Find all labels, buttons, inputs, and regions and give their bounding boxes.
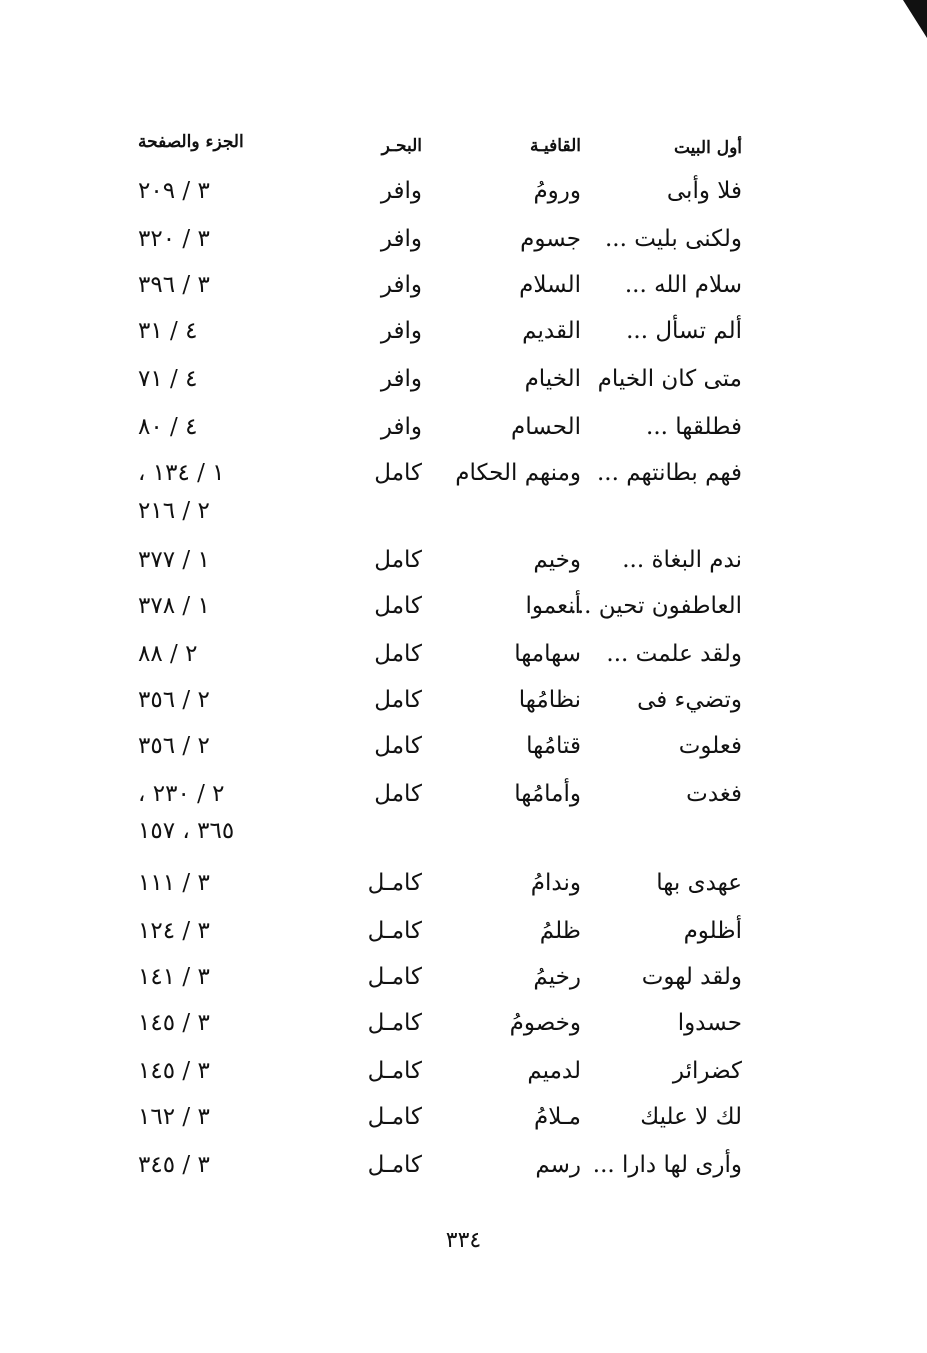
header-meter: البحـر	[381, 136, 422, 156]
meter-text: وافر	[380, 318, 422, 344]
rhyme-text: قتامُها	[526, 733, 581, 759]
meter-text: كامـل	[367, 1010, 422, 1036]
reference-text: ٤ / ٨٠	[138, 414, 198, 440]
page-number: ٣٣٤	[445, 1228, 482, 1253]
verse-text: كضرائر	[672, 1058, 742, 1084]
rhyme-text: مـلامُ	[533, 1104, 581, 1130]
meter-text: كامل	[374, 687, 422, 713]
rhyme-text: وأمامُها	[514, 781, 581, 807]
verse-text: ندم البغاة ...	[622, 547, 742, 573]
verse-text: فلا وأبى	[666, 178, 742, 204]
reference-text: ٢ / ٣٥٦	[138, 733, 210, 759]
meter-text: كامـل	[367, 1104, 422, 1130]
header-verse: أول البيت	[673, 138, 742, 158]
verse-text: فطلقها ...	[646, 414, 742, 440]
verse-text: فعلوت	[678, 733, 742, 759]
rhyme-text: نظامُها	[518, 687, 581, 713]
rhyme-text: وخصومُ	[509, 1010, 581, 1036]
rhyme-text: ورومُ	[533, 178, 581, 204]
meter-text: كامل	[374, 593, 422, 619]
verse-text: فغدت	[686, 781, 742, 807]
verse-text: عهدى بها	[656, 870, 742, 896]
reference-text: ١ / ١٣٤ ،	[138, 460, 225, 486]
meter-text: كامل	[374, 641, 422, 667]
meter-text: كامـل	[367, 964, 422, 990]
verse-text: أظلوم	[683, 918, 742, 944]
reference-text: ٣ / ٣٤٥	[138, 1152, 210, 1178]
meter-text: كامل	[374, 547, 422, 573]
header-rhyme: القافيـة	[529, 136, 581, 156]
rhyme-text: وندامُ	[530, 870, 581, 896]
rhyme-text: جسوم	[520, 226, 581, 252]
verse-text: العاطفون تحين ...	[569, 593, 742, 619]
reference-text: ٣ / ٢٠٩	[138, 178, 210, 204]
meter-text: كامل	[374, 460, 422, 486]
rhyme-text: الحسام	[510, 414, 581, 440]
rhyme-text: سهامها	[514, 641, 581, 667]
verse-text: لك لا عليك	[640, 1104, 742, 1130]
verse-text: وأرى لها دارا ...	[592, 1152, 742, 1178]
verse-text: ولكنى بليت ...	[604, 226, 742, 252]
rhyme-text: ظلمُ	[539, 918, 581, 944]
rhyme-text: وخيم	[533, 547, 581, 573]
meter-text: كامـل	[367, 870, 422, 896]
reference-text: ٣ / ٣٢٠	[138, 226, 210, 252]
reference-text: ٤ / ٣١	[138, 318, 198, 344]
verse-text: حسدوا	[677, 1010, 742, 1036]
reference-text: ٢ / ٣٥٦	[138, 687, 210, 713]
meter-text: وافر	[380, 414, 422, 440]
reference-text-continued: ٢ / ٢١٦	[138, 498, 210, 524]
rhyme-text: الخيام	[524, 366, 581, 392]
reference-text: ٣ / ١٦٢	[138, 1104, 210, 1130]
verse-text: فهم بطانتهم ...	[597, 460, 742, 486]
reference-text: ٣ / ١١١	[138, 870, 210, 896]
meter-text: وافر	[380, 226, 422, 252]
meter-text: كامـل	[367, 918, 422, 944]
rhyme-text: القديم	[522, 318, 581, 344]
header-ref: الجزء والصفحة	[138, 132, 244, 152]
reference-text: ٣ / ١٤١	[138, 964, 210, 990]
reference-text: ١ / ٣٧٨	[138, 593, 210, 619]
reference-text: ٤ / ٧١	[138, 366, 198, 392]
verse-text: سلام الله ...	[624, 272, 742, 298]
meter-text: كامـل	[367, 1152, 422, 1178]
rhyme-text: رسم	[535, 1152, 581, 1178]
reference-text: ٢ / ٢٣٠ ،	[138, 781, 225, 807]
reference-text: ٢ / ٨٨	[138, 641, 198, 667]
meter-text: كامـل	[367, 1058, 422, 1084]
reference-text: ٣ / ٣٩٦	[138, 272, 210, 298]
rhyme-text: رخيمُ	[533, 964, 581, 990]
reference-text: ٣ / ١٤٥	[138, 1058, 210, 1084]
verse-text: ولقد علمت ...	[606, 641, 742, 667]
verse-text: متى كان الخيام	[597, 366, 742, 392]
meter-text: وافر	[380, 272, 422, 298]
meter-text: كامل	[374, 781, 422, 807]
rhyme-text: أنعموا	[525, 593, 581, 619]
verse-text: ولقد لهوت	[641, 964, 742, 990]
rhyme-text: ومنهم الحكام	[455, 460, 581, 486]
meter-text: وافر	[380, 178, 422, 204]
reference-text-continued: ٣٦٥ ، ١٥٧	[138, 818, 235, 844]
rhyme-text: السلام	[519, 272, 581, 298]
meter-text: وافر	[380, 366, 422, 392]
rhyme-text: لدميم	[527, 1058, 581, 1084]
reference-text: ٣ / ١٢٤	[138, 918, 210, 944]
verse-text: وتضيء فى	[637, 687, 742, 713]
meter-text: كامل	[374, 733, 422, 759]
reference-text: ١ / ٣٧٧	[138, 547, 210, 573]
page-corner-mark	[903, 0, 927, 38]
verse-text: ألم تسأل ...	[626, 318, 742, 344]
reference-text: ٣ / ١٤٥	[138, 1010, 210, 1036]
